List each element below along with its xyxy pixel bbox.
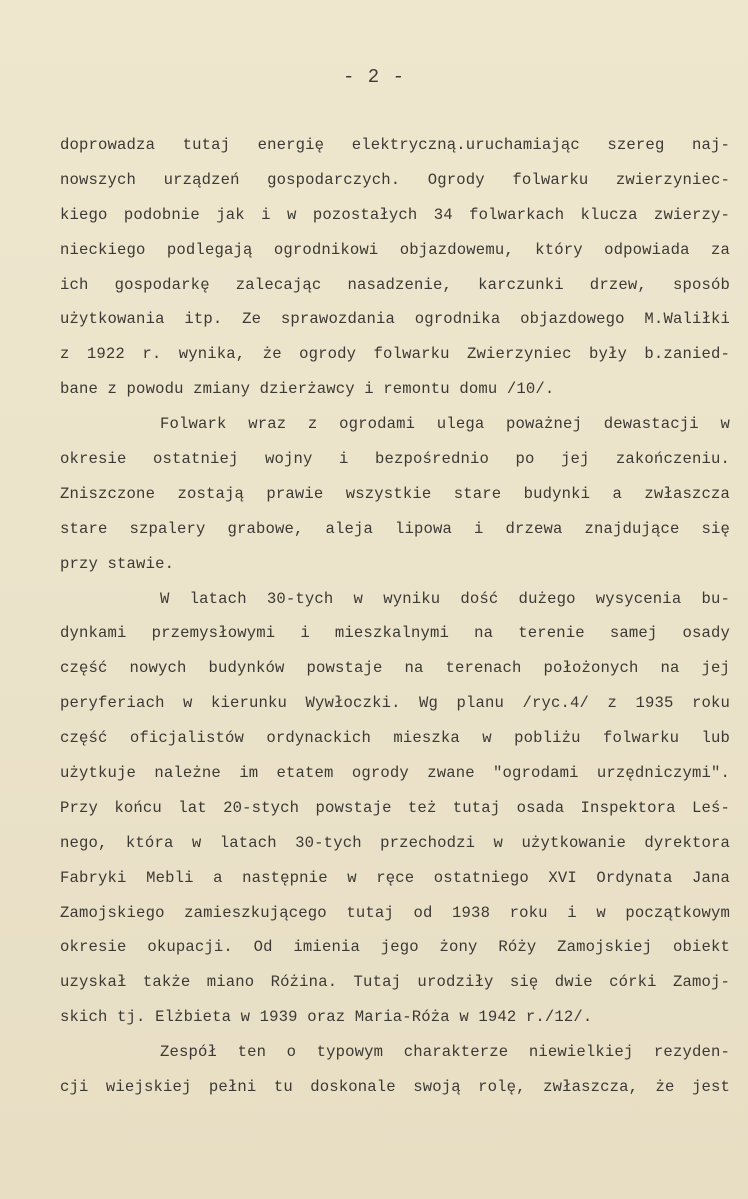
text-line: skich tj. Elżbieta w 1939 oraz Maria-Róża w 1942 r./12/. bbox=[60, 1008, 593, 1027]
text-line: Folwark wraz z ogrodami ulega poważnej dewastacji w bbox=[160, 415, 730, 434]
text-line: część oficjalistów ordynackich mieszka w pobliżu folwarku lub bbox=[60, 729, 730, 748]
text-line: dynkami przemysłowymi i mieszkalnymi na terenie samej osady bbox=[60, 624, 730, 643]
text-line: Fabryki Mebli a następnie w ręce ostatniego XVI Ordynata Jana bbox=[60, 868, 730, 887]
text-line: stare szpalery grabowe, aleja lipowa i drzewa znajdujące się bbox=[60, 519, 730, 538]
text-line: okresie okupacji. Od imienia jego żony Róży Zamojskiej obiekt bbox=[60, 938, 730, 957]
text-line: użytkuje należne im etatem ogrody zwane "ogrodami urzędniczymi". bbox=[60, 764, 730, 783]
text-line: z 1922 r. wynika, że ogrody folwarku Zwierzyniec były b.zanied- bbox=[60, 345, 730, 364]
text-line: bane z powodu zmiany dzierżawcy i remontu domu /10/. bbox=[60, 380, 555, 399]
text-line: nowszych urządzeń gospodarczych. Ogrody folwarku zwierzyniec- bbox=[60, 170, 730, 189]
text-line: peryferiach w kierunku Wywłoczki. Wg planu /ryc.4/ z 1935 roku bbox=[60, 694, 730, 713]
text-line: Zniszczone zostają prawie wszystkie stare budynki a zwłaszcza bbox=[60, 484, 730, 503]
text-line: Zamojskiego zamieszkującego tutaj od 1938 roku i w początkowym bbox=[60, 903, 730, 922]
text-line: okresie ostatniej wojny i bezpośrednio po jej zakończeniu. bbox=[60, 450, 730, 469]
text-line: nieckiego podlegają ogrodnikowi objazdowemu, który odpowiada za bbox=[60, 240, 730, 259]
text-line: użytkowania itp. Ze sprawozdania ogrodnika objazdowego M.Waliłki bbox=[60, 310, 730, 329]
text-line: nego, która w latach 30-tych przechodzi w użytkowanie dyrektora bbox=[60, 833, 730, 852]
text-line: W latach 30-tych w wyniku dość dużego wysycenia bu- bbox=[160, 589, 730, 608]
text-line: ich gospodarkę zalecając nasadzenie, karczunki drzew, sposób bbox=[60, 275, 730, 294]
text-line: Zespół ten o typowym charakterze niewielkiej rezyden- bbox=[160, 1043, 730, 1062]
body-text bbox=[60, 128, 730, 1105]
text-line: Przy końcu lat 20-stych powstaje też tutaj osada Inspektora Leś- bbox=[60, 798, 730, 817]
text-line: cji wiejskiej pełni tu doskonale swoją rolę, zwłaszcza, że jest bbox=[60, 1078, 730, 1097]
text-line: przy stawie. bbox=[60, 554, 175, 573]
text-line: kiego podobnie jak i w pozostałych 34 folwarkach klucza zwierzy- bbox=[60, 205, 730, 224]
text-line: część nowych budynków powstaje na terenach położonych na jej bbox=[60, 659, 730, 678]
text-line: uzyskał także miano Różina. Tutaj urodziły się dwie córki Zamoj- bbox=[60, 973, 730, 992]
text-line: doprowadza tutaj energię elektryczną.uruchamiając szereg naj- bbox=[60, 136, 730, 154]
page-number: - 2 - bbox=[342, 66, 405, 88]
